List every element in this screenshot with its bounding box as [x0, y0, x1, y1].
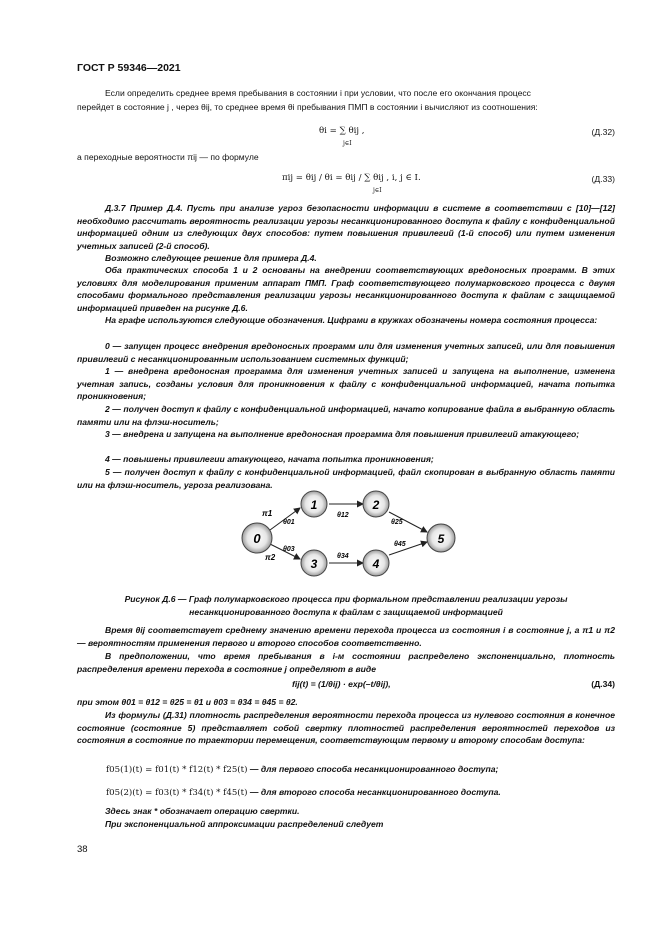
svg-text:1: 1: [310, 498, 318, 512]
transition-text: а переходные вероятности πij — по формуле: [77, 152, 259, 162]
eq-d33-subscript: j∈I: [373, 187, 382, 194]
state-4: 4 — повышены привилегии атакующего, начата попытка проникновения;: [105, 454, 434, 464]
label-theta12: θ12: [337, 512, 349, 519]
convolution-1-text: — для первого способа несанкционированного доступа;: [247, 764, 499, 774]
svg-text:4: 4: [372, 557, 380, 571]
standard-header: ГОСТ Р 59346—2021: [77, 62, 181, 74]
label-theta03: θ03: [283, 546, 295, 553]
eq-d33-number: (Д.33): [591, 174, 615, 184]
example-paragraph-3: Оба практических способа 1 и 2 основаны на внедрении соответствующих вредоносных программ. В этих условиях для моделирования применим аппарат ПМП. Граф соответствующего полумарковского процесса с двумя способами формального представления реализации угрозы несанкционированного доступа к файлам с защищаемой информацией приведен на рисунке Д.6.: [77, 265, 615, 313]
label-pi2: π2: [265, 553, 276, 562]
intro-line-2: перейдет в состояние j , через θij, то среднее время θi пребывания ПМП в состоянии i вычисляют из соотношения:: [77, 102, 538, 112]
eq-d33-formula: πij = θij / θi = θij / ∑ θij , i, j ∈ I.: [282, 173, 421, 183]
node-4: [363, 550, 389, 576]
node-2: [363, 491, 389, 517]
convolution-2-formula: f05(2)(t) = f03(t) * f34(t) * f45(t): [106, 788, 248, 798]
eq-d32-number: (Д.32): [591, 127, 615, 137]
state-5: 5 — получен доступ к файлу с конфиденциальной информацией, файл скопирован в выбранную область памяти или на флэш-носитель, угроза реализована.: [77, 467, 615, 490]
state-1: 1 — внедрена вредоносная программа для изменения учетных записей и запущена на выполнение, изменена учетная запись, созданы условия для проникновения к файлу с конфиденциальной информацией, начата попытка проникновения;: [77, 366, 615, 402]
convolution-1-formula: f05(1)(t) = f01(t) * f12(t) * f25(t): [106, 765, 248, 775]
state-3: 3 — внедрена и запущена на выполнение вредоносная программа для повышения привилегий атакующего;: [105, 429, 580, 439]
figure-caption-line-2: несанкционированного доступа к файлам с защищаемой информацией: [189, 607, 503, 617]
svg-text:0: 0: [253, 531, 261, 546]
figure-caption-line-1: Рисунок Д.6 — Граф полумарковского процесса при формальном представлении реализации угрозы: [124, 594, 568, 604]
example-paragraph-1: Д.3.7 Пример Д.4. Пусть при анализе угроз безопасности информации в системе в соответствии с [10]—[12] необходимо рассчитать вероятность реализации угрозы несанкционированного доступа к файлу с конфиденциальной информацией одним из следующих двух способов: путем повышения привилегий (1-й способ) или путем изменения учетных записей (2-й способ).: [77, 203, 615, 251]
convolution-2: [106, 786, 615, 800]
example-paragraph-2: Возможно следующее решение для примера Д.4.: [105, 253, 317, 263]
node-0: [242, 523, 272, 553]
label-theta01: θ01: [283, 519, 295, 526]
after-paragraph-1: Время θij соответствует среднему значению времени перехода процесса из состояния i в состояние j, а π1 и π2 — вероятностям применения первого и второго способов соответственно.: [77, 625, 615, 648]
eq-d32-formula: θi = ∑ θij ,: [319, 126, 365, 136]
node-3: [301, 550, 327, 576]
after-paragraph-6: При экспоненциальной аппроксимации распределений следует: [105, 819, 384, 829]
svg-text:3: 3: [310, 557, 318, 571]
label-theta45: θ45: [394, 541, 406, 548]
eq-d32-subscript: j∈I: [343, 140, 352, 147]
after-paragraph-3: при этом θ01 = θ12 = θ25 = θ1 и θ03 = θ34 = θ45 = θ2.: [77, 697, 298, 707]
node-5: [427, 524, 455, 552]
after-paragraph-2: В предположении, что время пребывания в i-м состоянии распределено экспоненциально, плотность распределения времени перехода в состояние j определяют в виде: [77, 651, 615, 674]
convolution-1: [106, 763, 615, 777]
after-paragraph-5: Здесь знак * обозначает операцию свертки.: [105, 806, 300, 816]
intro-line-1: Если определить среднее время пребывания в состоянии i при условии, что после его окончания процесс: [105, 88, 531, 98]
label-pi1: π1: [262, 509, 273, 518]
example-paragraph-4: На графе используются следующие обозначения. Цифрами в кружках обозначены номера состояния процесса:: [105, 315, 598, 325]
semi-markov-graph: [225, 482, 475, 590]
node-1: [301, 491, 327, 517]
after-paragraph-4: Из формулы (Д.31) плотность распределения вероятности перехода процесса из нулевого состояния в конечное состояние (состояние 5) представляет собой свертку плотностей распределения вероятностей переходов из состояния в состояние по траектории перемещения, соответствующим первому и второму способам доступа:: [77, 710, 615, 746]
label-theta34: θ34: [337, 553, 349, 560]
state-2: 2 — получен доступ к файлу с конфиденциальной информацией, начато копирование файла в выбранную область памяти или на флэш-носитель;: [77, 404, 615, 427]
svg-text:2: 2: [372, 498, 380, 512]
state-0: 0 — запущен процесс внедрения вредоносных программ или для изменения учетных записей, или для повышения привилегий с несанкционированным использованием системных функций;: [77, 341, 615, 364]
page-number: 38: [77, 844, 88, 855]
svg-text:5: 5: [437, 532, 445, 546]
eq-d34-formula: fij(t) = (1/θij) · exp(–t/θij),: [292, 679, 391, 689]
convolution-2-text: — для второго способа несанкционированного доступа.: [247, 787, 501, 797]
label-theta25: θ25: [391, 519, 403, 526]
eq-d34-number: (Д.34): [591, 679, 615, 689]
